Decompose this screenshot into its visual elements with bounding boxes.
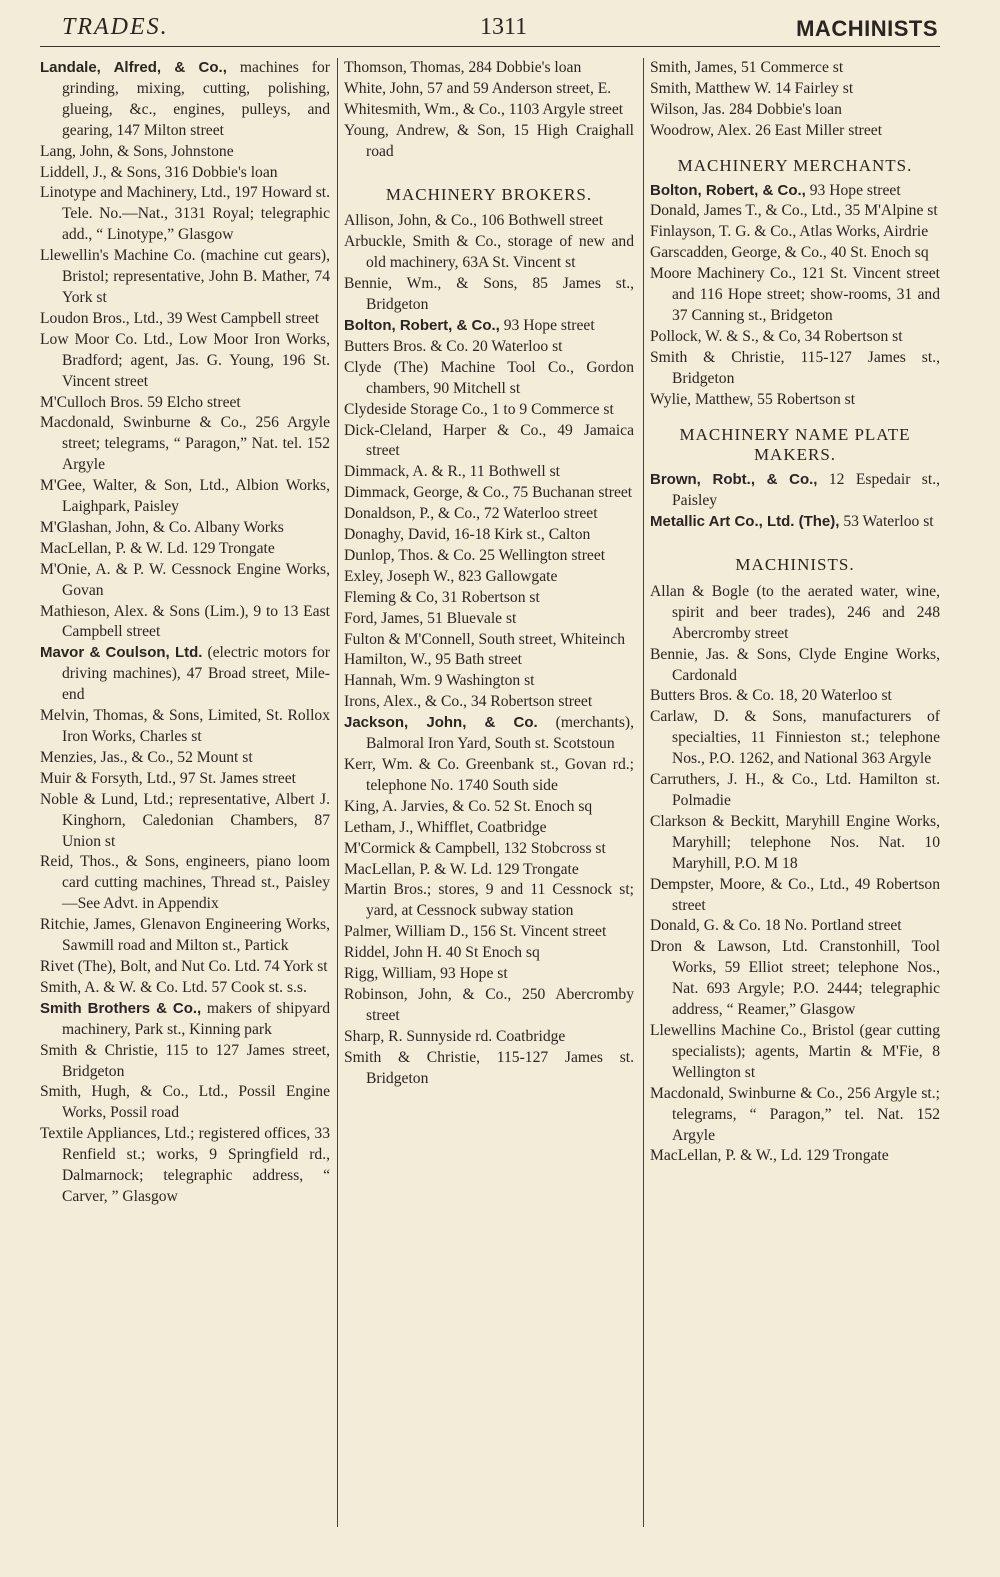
directory-entry <box>650 1146 940 1167</box>
entry-text: Rivet (The), Bolt, and Nut Co. Ltd. 74 York st <box>40 957 328 975</box>
directory-entry <box>40 183 330 246</box>
entry-text: Bennie, Wm., & Sons, 85 James st., Bridgeton <box>344 275 634 314</box>
entry-text: Irons, Alex., & Co., 34 Robertson street <box>344 693 593 711</box>
directory-entry <box>344 316 634 337</box>
directory-entry <box>650 937 940 1021</box>
directory-entry <box>344 588 634 609</box>
entry-text: Melvin, Thomas, & Sons, Limited, St. Rollox Iron Works, Charles st <box>40 707 330 745</box>
directory-entry <box>344 462 634 483</box>
directory-entry <box>40 790 330 853</box>
entry-text: Kerr, Wm. & Co. Greenbank st., Govan rd.; telephone No. 1740 South side <box>344 756 634 794</box>
entry-text: Mathieson, Alex. & Sons (Lim.), 9 to 13 East Campbell street <box>40 602 330 641</box>
entry-text: Clyde (The) Machine Tool Co., Gordon chambers, 90 Mitchell st <box>344 358 634 397</box>
entry-text: 93 Hope street <box>499 316 595 334</box>
entry-text: Liddell, J., & Sons, 316 Dobbie's loan <box>40 163 278 181</box>
entry-text: Hamilton, W., 95 Bath street <box>344 651 523 669</box>
entry-text: Low Moor Co. Ltd., Low Moor Iron Works, Bradford; agent, Jas. G. Young, 196 St. Vincent street <box>40 330 330 390</box>
directory-entry <box>650 686 940 707</box>
entry-text: Muir & Forsyth, Ltd., 97 St. James street <box>40 769 296 787</box>
directory-entry <box>344 1048 634 1090</box>
directory-entry <box>650 58 940 79</box>
entry-text: Linotype and Machinery, Ltd., 197 Howard st. Tele. No.—Nat., 3131 Royal; telegraphic add., “ Linotype,” Glasgow <box>40 184 330 244</box>
directory-entry <box>40 643 330 706</box>
directory-entry <box>344 880 634 922</box>
directory-entry <box>344 755 634 797</box>
entry-text: Macdonald, Swinburne & Co., 256 Argyle st.; telegrams, “ Paragon,” tel. Nat. 152 Argyle <box>650 1084 940 1144</box>
entry-firm-name: Metallic Art Co., Ltd. (The), <box>650 513 840 531</box>
directory-entry <box>40 539 330 560</box>
entry-text: Smith, James, 51 Commerce st <box>650 59 844 76</box>
directory-entry <box>40 163 330 184</box>
directory-entry <box>40 706 330 748</box>
directory-entry <box>40 1124 330 1208</box>
running-head: MACHINISTS <box>796 16 938 41</box>
directory-entry <box>650 222 940 243</box>
directory-entry <box>344 985 634 1027</box>
directory-entry <box>40 142 330 163</box>
directory-entry <box>40 999 330 1041</box>
entry-text: Loudon Bros., Ltd., 39 West Campbell street <box>40 309 320 327</box>
directory-entry <box>344 713 634 755</box>
entry-text: Martin Bros.; stores, 9 and 11 Cessnock st; yard, at Cessnock subway station <box>344 881 634 920</box>
directory-entry <box>650 243 940 264</box>
entry-text: MacLellan, P. & W., Ld. 129 Trongate <box>650 1147 889 1165</box>
entry-text: 53 Waterloo st <box>839 513 934 531</box>
entry-text: Dempster, Moore, & Co., Ltd., 49 Robertson street <box>650 875 940 914</box>
directory-entry <box>40 769 330 790</box>
entry-text: Smith & Christie, 115-127 James st. Bridgeton <box>344 1048 634 1087</box>
directory-entry <box>344 609 634 630</box>
directory-entry <box>40 915 330 957</box>
directory-entry <box>40 957 330 978</box>
directory-entry <box>344 525 634 546</box>
directory-entry <box>650 1021 940 1084</box>
directory-entry <box>650 582 940 645</box>
directory-entry <box>650 770 940 812</box>
entry-text: Dron & Lawson, Ltd. Cranstonhill, Tool Works, 59 Elliot street; telephone Nos., Nat. 693 Argyle; P.O. 2444; telegraphic address, “ Reamer,” Glasgow <box>650 938 940 1019</box>
entry-firm-name: Bolton, Robert, & Co., <box>650 181 806 199</box>
directory-entry <box>650 916 940 937</box>
directory-entry <box>344 546 634 567</box>
entry-text: Thomson, Thomas, 284 Dobbie's loan <box>344 59 582 76</box>
entry-list <box>650 58 940 142</box>
directory-entry <box>344 100 634 121</box>
entry-text: 93 Hope street <box>805 181 901 199</box>
directory-entry <box>344 922 634 943</box>
directory-entry <box>650 707 940 770</box>
entry-firm-name: Landale, Alfred, & Co., <box>40 59 227 76</box>
entry-text: M'Onie, A. & P. W. Cessnock Engine Works, Govan <box>40 560 330 599</box>
entry-text: Moore Machinery Co., 121 St. Vincent street and 116 Hope street; show-rooms, 31 and 37 Canning st., Bridgeton <box>650 265 940 324</box>
column-2 <box>344 58 634 1517</box>
entry-text: Clarkson & Beckitt, Maryhill Engine Works, Maryhill; telephone Nos. Nat. 10 Maryhill, P.O. M 18 <box>650 812 940 872</box>
directory-entry <box>344 121 634 163</box>
entry-text: Arbuckle, Smith & Co., storage of new and old machinery, 63A St. Vincent st <box>344 233 634 272</box>
directory-entry <box>650 100 940 121</box>
entry-text: Donald, G. & Co. 18 No. Portland street <box>650 917 902 935</box>
directory-entry <box>650 201 940 222</box>
directory-entry <box>40 246 330 309</box>
directory-entry <box>650 264 940 327</box>
entry-text: M'Glashan, John, & Co. Albany Works <box>40 518 284 536</box>
section-title: TRADES. <box>62 14 169 40</box>
directory-entry <box>344 839 634 860</box>
entry-text: Allan & Bogle (to the aerated water, wine, spirit and beer trades), 246 and 248 Abercromby street <box>650 582 940 642</box>
entry-text: Riddel, John H. 40 St Enoch sq <box>344 944 540 962</box>
directory-entry <box>650 121 940 142</box>
entry-firm-name: Smith Brothers & Co., <box>40 999 202 1017</box>
directory-entry <box>344 483 634 504</box>
directory-entry <box>344 943 634 964</box>
directory-entry <box>40 978 330 999</box>
directory-entry <box>344 567 634 588</box>
directory-entry <box>344 692 634 713</box>
entry-text: Finlayson, T. G. & Co., Atlas Works, Airdrie <box>650 223 929 241</box>
entry-firm-name: Brown, Robt., & Co., <box>650 471 818 489</box>
entry-text: (electric motors for driving machines), 47 Broad street, Mile-end <box>62 644 330 704</box>
entry-text: Ritchie, James, Glenavon Engineering Works, Sawmill road and Milton st., Partick <box>40 916 330 955</box>
entry-list <box>650 470 940 533</box>
directory-entry <box>40 413 330 476</box>
directory-entry <box>344 58 634 79</box>
directory-entry <box>650 470 940 512</box>
entry-text: Rigg, William, 93 Hope st <box>344 965 508 983</box>
directory-entry <box>40 476 330 518</box>
entry-text: Whitesmith, Wm., & Co., 1103 Argyle street <box>344 100 624 118</box>
entry-text: Dick-Cleland, Harper & Co., 49 Jamaica street <box>344 421 634 460</box>
directory-entry <box>344 860 634 881</box>
entry-text: Ford, James, 51 Bluevale st <box>344 609 517 627</box>
entry-firm-name: Jackson, John, & Co. <box>344 714 538 732</box>
entry-text: Exley, Joseph W., 823 Gallowgate <box>344 567 558 585</box>
column-1 <box>40 58 330 1517</box>
entry-text: Palmer, William D., 156 St. Vincent street <box>344 923 607 941</box>
entry-text: Letham, J., Whifflet, Coatbridge <box>344 818 547 836</box>
directory-entry <box>650 327 940 348</box>
entry-text: Smith, Matthew W. 14 Fairley st <box>650 79 854 97</box>
entry-text: (merchants), Balmoral Iron Yard, South st. Scotstoun <box>366 714 634 753</box>
entry-text: makers of shipyard machinery, Park st., Kinning park <box>62 999 330 1038</box>
directory-entry <box>40 560 330 602</box>
entry-list <box>650 582 940 1167</box>
section-heading: MACHINERY BROKERS. <box>385 184 593 204</box>
entry-text: Clydeside Storage Co., 1 to 9 Commerce st <box>344 400 614 418</box>
directory-entry <box>344 400 634 421</box>
directory-entry <box>40 852 330 915</box>
entry-text: Macdonald, Swinburne & Co., 256 Argyle street; telegrams, “ Paragon,” Nat. tel. 152 Argyle <box>40 414 330 474</box>
entry-text: Carlaw, D. & Sons, manufacturers of specialties, 11 Finnieston st.; telephone Nos., P.O. 1262, and National 363 Argyle <box>650 708 940 768</box>
directory-entry <box>40 393 330 414</box>
entry-text: Dimmack, A. & R., 11 Bothwell st <box>344 463 560 481</box>
directory-entry <box>344 630 634 651</box>
entry-text: MacLellan, P. & W. Ld. 129 Trongate <box>40 539 275 557</box>
entry-text: M'Culloch Bros. 59 Elcho street <box>40 393 241 411</box>
directory-entry <box>650 79 940 100</box>
entry-text: M'Gee, Walter, & Son, Ltd., Albion Works, Laighpark, Paisley <box>40 477 330 516</box>
directory-entry <box>344 232 634 274</box>
directory-entry <box>344 274 634 316</box>
entry-text: MacLellan, P. & W. Ld. 129 Trongate <box>344 860 579 878</box>
directory-entry <box>344 421 634 463</box>
directory-entry <box>40 602 330 644</box>
entry-text: Dimmack, George, & Co., 75 Buchanan street <box>344 484 633 502</box>
entry-text: Textile Appliances, Ltd.; registered offices, 33 Renfield st.; works, 9 Springfield rd., Dalmarnock; telegraphic address, “ Carver, ” Glasgow <box>40 1125 330 1205</box>
entry-text: Sharp, R. Sunnyside rd. Coatbridge <box>344 1027 566 1045</box>
directory-entry <box>40 518 330 539</box>
entry-text: Wilson, Jas. 284 Dobbie's loan <box>650 100 842 118</box>
directory-entry <box>650 512 940 533</box>
entry-text: King, A. Jarvies, & Co. 52 St. Enoch sq <box>344 797 593 815</box>
page-header <box>40 12 940 47</box>
section-heading: MACHINERY MERCHANTS. <box>677 155 913 175</box>
entry-text: White, John, 57 and 59 Anderson street, E. <box>344 79 612 97</box>
entry-text: M'Cormick & Campbell, 132 Stobcross st <box>344 839 606 857</box>
directory-entry <box>650 875 940 917</box>
entry-list <box>40 58 330 1208</box>
entry-text: Young, Andrew, & Son, 15 High Craighall road <box>344 121 634 160</box>
entry-text: Garscadden, George, & Co., 40 St. Enoch sq <box>650 244 929 262</box>
directory-entry <box>344 818 634 839</box>
column-3 <box>650 58 940 1517</box>
entry-text: Pollock, W. & S., & Co, 34 Robertson st <box>650 327 903 345</box>
entry-text: Wylie, Matthew, 55 Robertson st <box>650 390 856 408</box>
entry-text: 12 Espedair st., Paisley <box>672 471 940 510</box>
directory-entry <box>344 337 634 358</box>
entry-text: Woodrow, Alex. 26 East Miller street <box>650 121 883 139</box>
entry-list <box>344 58 634 163</box>
directory-entry <box>650 645 940 687</box>
entry-text: Menzies, Jas., & Co., 52 Mount st <box>40 748 253 766</box>
entry-text: Allison, John, & Co., 106 Bothwell street <box>344 212 604 230</box>
directory-entry <box>344 964 634 985</box>
entry-text: Smith, A. & W. & Co. Ltd. 57 Cook st. s.s. <box>40 978 307 996</box>
entry-text: Fulton & M'Connell, South street, Whiteinch <box>344 630 626 648</box>
directory-entry <box>40 1082 330 1124</box>
entry-text: machines for grinding, mixing, cutting, polishing, glueing, &c., engines, pulleys, and gearing, 147 Milton street <box>62 59 330 139</box>
entry-firm-name: Mavor & Coulson, Ltd. <box>40 644 203 662</box>
entry-list <box>344 211 634 1089</box>
directory-entry <box>344 79 634 100</box>
entry-text: Lang, John, & Sons, Johnstone <box>40 142 234 160</box>
entry-text: Llewellins Machine Co., Bristol (gear cutting specialists); agents, Martin & M'Fie, 8 Wellington st <box>650 1021 940 1081</box>
entry-text: Butters Bros. & Co. 18, 20 Waterloo st <box>650 687 892 705</box>
entry-text: Noble & Lund, Ltd.; representative, Albert J. Kinghorn, Caledonian Chambers, 87 Union st <box>40 790 330 850</box>
entry-text: Hannah, Wm. 9 Washington st <box>344 672 535 690</box>
directory-entry <box>40 58 330 142</box>
entry-text: Smith & Christie, 115 to 127 James street, Bridgeton <box>40 1041 330 1080</box>
directory-entry <box>344 650 634 671</box>
directory-entry <box>40 1041 330 1083</box>
directory-entry <box>650 181 940 202</box>
section-heading: MACHINERY NAME PLATE MAKERS. <box>679 424 911 465</box>
column-divider <box>337 58 338 1527</box>
directory-entry <box>344 797 634 818</box>
directory-entry <box>344 1027 634 1048</box>
entry-text: Donaldson, P., & Co., 72 Waterloo street <box>344 505 598 523</box>
directory-entry <box>650 1084 940 1147</box>
entry-text: Butters Bros. & Co. 20 Waterloo st <box>344 337 563 355</box>
entry-text: Smith, Hugh, & Co., Ltd., Possil Engine Works, Possil road <box>40 1083 330 1122</box>
directory-entry <box>344 358 634 400</box>
entry-text: Carruthers, J. H., & Co., Ltd. Hamilton st. Polmadie <box>650 771 940 809</box>
column-divider <box>643 58 644 1527</box>
entry-text: Robinson, John, & Co., 250 Abercromby street <box>344 985 634 1024</box>
entry-list <box>650 181 940 411</box>
entry-text: Reid, Thos., & Sons, engineers, piano loom card cutting machines, Thread st., Paisley—See Advt. in Appendix <box>40 853 330 913</box>
directory-entry <box>40 309 330 330</box>
directory-entry <box>40 330 330 393</box>
entry-firm-name: Bolton, Robert, & Co., <box>344 316 500 334</box>
directory-entry <box>650 348 940 390</box>
directory-entry <box>650 812 940 875</box>
page-number: 1311 <box>480 14 528 40</box>
directory-entry <box>344 211 634 232</box>
entry-text: Donaghy, David, 16-18 Kirk st., Calton <box>344 526 591 544</box>
directory-entry <box>650 390 940 411</box>
entry-text: Dunlop, Thos. & Co. 25 Wellington street <box>344 546 606 564</box>
entry-text: Smith & Christie, 115-127 James st., Bridgeton <box>650 348 940 387</box>
section-heading: MACHINISTS. <box>735 555 855 575</box>
entry-text: Llewellin's Machine Co. (machine cut gears), Bristol; representative, John B. Mather, 74 York st <box>40 247 330 306</box>
entry-text: Fleming & Co, 31 Robertson st <box>344 588 540 606</box>
directory-entry <box>40 748 330 769</box>
entry-text: Bennie, Jas. & Sons, Clyde Engine Works, Cardonald <box>650 645 940 684</box>
directory-entry <box>344 504 634 525</box>
entry-text: Donald, James T., & Co., Ltd., 35 M'Alpine st <box>650 202 938 220</box>
directory-entry <box>344 671 634 692</box>
